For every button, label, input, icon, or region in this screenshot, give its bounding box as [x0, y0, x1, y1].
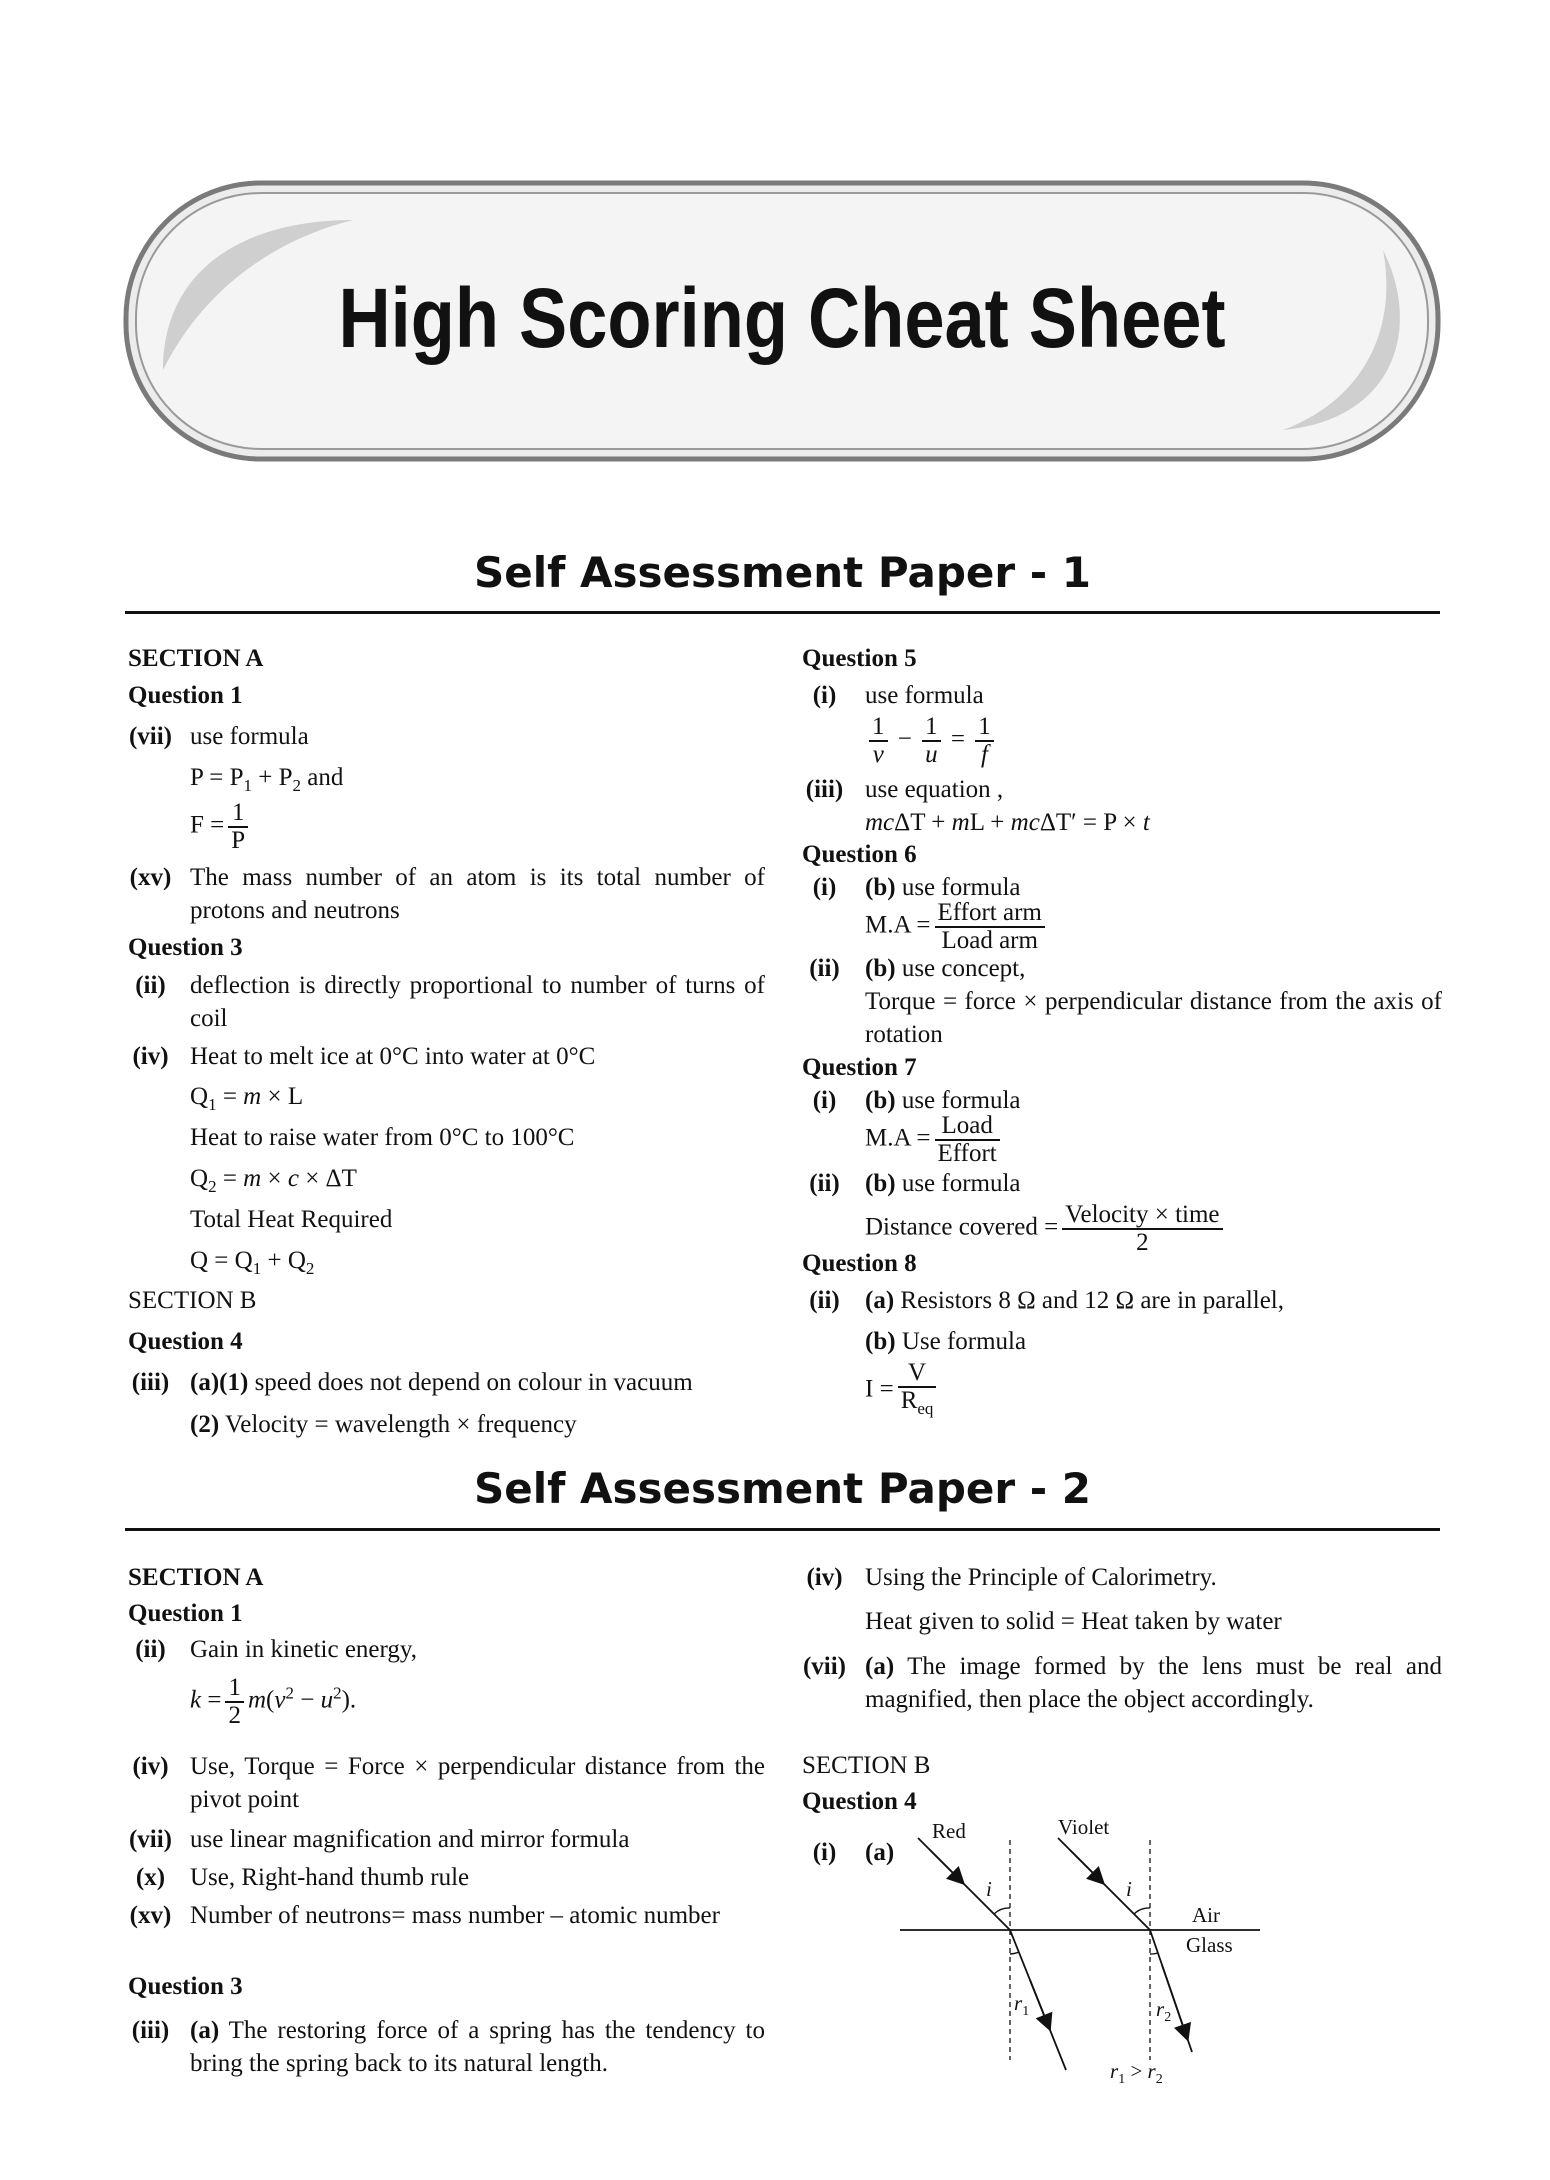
item-number: (vii) [128, 1826, 173, 1853]
section-heading: SECTION A [128, 645, 264, 672]
air-label: Air [1192, 1903, 1220, 1927]
item-text: The mass number of an atom is its total number of protons and neutrons [190, 864, 765, 924]
formula-line: k = $\frac{1}{2}$ $m(v^2 - u^2)$. [190, 1674, 357, 1729]
formula-line: I = $\frac{V}{R_{eq}}$ [865, 1360, 940, 1422]
item-number: (i) [812, 874, 837, 901]
item-text: Heat to raise water from 0°C to 100°C [190, 1124, 575, 1151]
angle-i-arc-1 [994, 1908, 1010, 1914]
angle-i-label-1: i [986, 1877, 992, 1901]
item-text: use equation , [865, 776, 1004, 803]
item-label: (a) [865, 1839, 895, 1866]
page-title: High Scoring Cheat Sheet [338, 271, 1226, 365]
item-number: (x) [135, 1864, 166, 1891]
item-text: (a) Resistors 8 Ω and 12 Ω are in parallel, [865, 1287, 1284, 1314]
angle-r-arc-2 [1150, 1953, 1158, 1954]
section-heading: SECTION A [128, 1564, 264, 1591]
angle-i-label-2: i [1126, 1877, 1132, 1901]
item-number: (ii) [135, 1636, 166, 1663]
item-number: (i) [812, 1839, 837, 1866]
formula-line: $Q = Q_1 + Q_2$ [190, 1247, 315, 1278]
item-number: (iii) [131, 1369, 170, 1396]
formula-line: Distance covered = $\frac{\text{Velocity × time}}{2}$ [865, 1202, 1227, 1256]
r1-label: $r_1$ [1014, 1991, 1030, 2019]
question-heading: Question 3 [128, 934, 243, 961]
item-number: (vii) [802, 1653, 847, 1680]
question-heading: Question 7 [802, 1054, 917, 1081]
section-heading: SECTION B [128, 1287, 257, 1314]
item-text: (b) use formula [865, 1087, 1021, 1114]
item-number: (i) [812, 682, 837, 709]
angle-i-arc-2 [1134, 1908, 1150, 1914]
glass-label: Glass [1186, 1933, 1233, 1957]
item-number: (i) [812, 1087, 837, 1114]
item-text: Heat given to solid = Heat taken by water [865, 1608, 1282, 1635]
question-heading: Question 1 [128, 1600, 243, 1627]
question-heading: Question 6 [802, 841, 917, 868]
item-text: (b) use concept, [865, 955, 1026, 982]
red-refracted-arrow [1030, 1980, 1048, 2025]
item-number: (vii) [128, 723, 173, 750]
item-text: use linear magnification and mirror formula [190, 1826, 630, 1853]
violet-label: Violet [1058, 1820, 1110, 1839]
item-number: (ii) [809, 955, 840, 982]
formula-line: $\frac{1}{v}$ − $\frac{1}{u}$ = $\frac{1}{f}$ [865, 714, 998, 768]
paper1-title: Self Assessment Paper - 1 [473, 548, 1092, 597]
angle-r-arc-1 [1010, 1952, 1019, 1954]
item-text: (b) Use formula [865, 1328, 1027, 1355]
question-heading: Question 8 [802, 1250, 917, 1277]
item-number: (iii) [131, 2017, 170, 2044]
item-text: Using the Principle of Calorimetry. [865, 1564, 1217, 1591]
item-number: (xv) [129, 1902, 172, 1929]
item-text: deflection is directly proportional to number of turns of coil [190, 972, 765, 1032]
red-label: Red [932, 1820, 966, 1843]
question-heading: Question 4 [802, 1788, 917, 1815]
item-text: Gain in kinetic energy, [190, 1636, 418, 1663]
item-text: Use, Right-hand thumb rule [190, 1864, 470, 1891]
formula-line: $P = P_1 + P_2$ and [190, 764, 344, 795]
item-number: (iii) [805, 776, 844, 803]
formula-line: $Q_1 = m \times L$ [190, 1083, 304, 1114]
item-number: (xv) [129, 864, 172, 891]
formula-line: M.A = $\frac{\text{Load}}{\text{Effort}}$ [865, 1113, 1004, 1167]
item-text: Heat to melt ice at 0°C into water at 0°C [190, 1043, 596, 1070]
item-text: Torque = force × perpendicular distance from the axis of rotation [865, 988, 1442, 1048]
item-text: Use, Torque = Force × perpendicular distance from the pivot point [190, 1753, 765, 1813]
item-text: (2) Velocity = wavelength × frequency [190, 1411, 577, 1438]
comparison-label: $r_1 > r_2$ [1110, 2059, 1163, 2087]
item-text: Number of neutrons= mass number – atomic number [190, 1902, 720, 1929]
formula-line: $Q_2 = m \times c \times \Delta T$ [190, 1165, 357, 1196]
item-number: (ii) [809, 1170, 840, 1197]
item-text: use formula [190, 723, 309, 750]
item-number: (iv) [806, 1564, 843, 1591]
formula-line: mcΔT + mL + mcΔT′ = P × t [865, 809, 1150, 836]
paper1-rule [125, 611, 1440, 614]
item-number: (ii) [135, 972, 166, 999]
item-text: (a) The image formed by the lens must be real and magnified, then place the object accordingly. [865, 1653, 1442, 1713]
paper2-title: Self Assessment Paper - 2 [473, 1464, 1092, 1513]
item-text: (a)(1) speed does not depend on colour in vacuum [190, 1369, 693, 1396]
r2-label: $r_2$ [1156, 1997, 1172, 2025]
question-heading: Question 5 [802, 645, 917, 672]
item-text: (b) use formula [865, 874, 1021, 901]
section-heading: SECTION B [802, 1752, 931, 1779]
header-banner [123, 180, 1441, 462]
refraction-diagram [900, 1820, 1280, 2090]
question-heading: Question 3 [128, 1973, 243, 2000]
question-heading: Question 4 [128, 1328, 243, 1355]
item-number: (iv) [132, 1753, 169, 1780]
item-text: Total Heat Required [190, 1206, 393, 1233]
formula-line: M.A = $\frac{\text{Effort arm}}{\text{Load arm}}$ [865, 900, 1049, 954]
paper2-rule [125, 1528, 1440, 1531]
formula-line: F = $\frac{1}{P}$ [190, 800, 252, 854]
item-number: (iv) [132, 1043, 169, 1070]
violet-incident-arrow [1070, 1850, 1100, 1880]
item-text: use formula [865, 682, 984, 709]
question-heading: Question 1 [128, 682, 243, 709]
item-number: (ii) [809, 1287, 840, 1314]
item-text: (a) The restoring force of a spring has the tendency to bring the spring back to its natural length. [190, 2017, 765, 2077]
item-text: (b) use formula [865, 1170, 1021, 1197]
red-incident-arrow [930, 1850, 960, 1880]
